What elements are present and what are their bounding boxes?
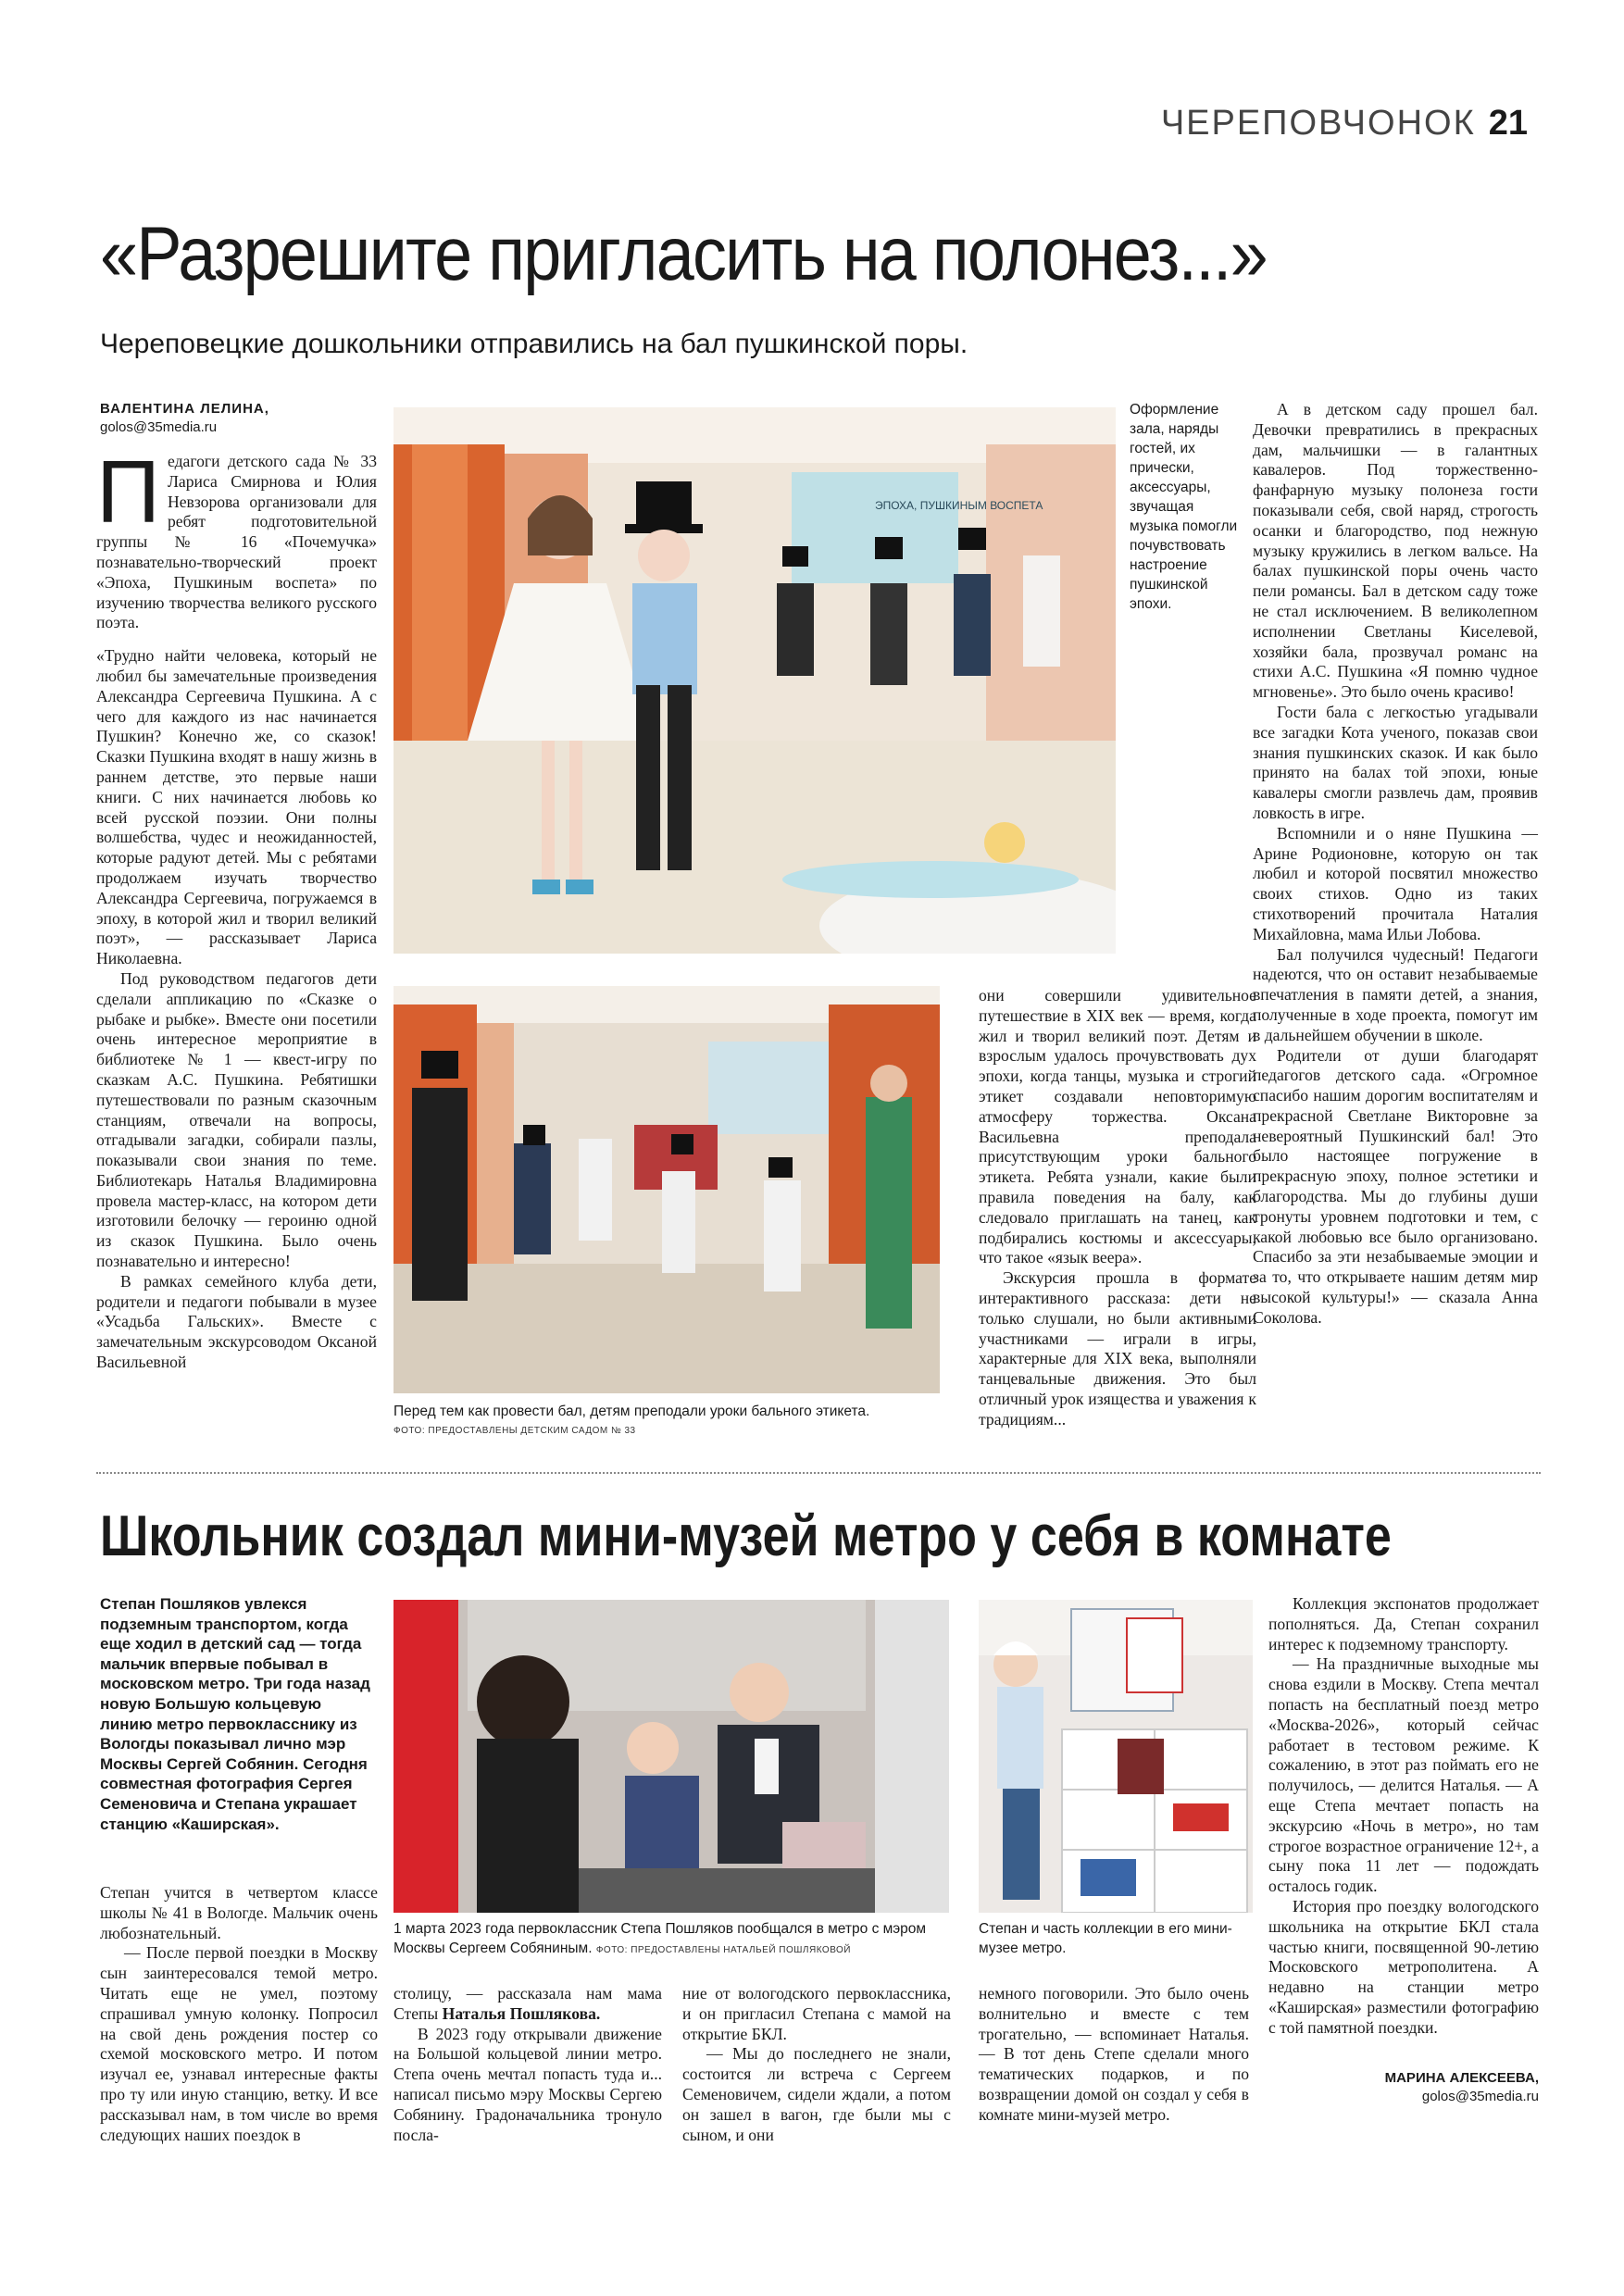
author-name: МАРИНА АЛЕКСЕЕВА, [1384, 2070, 1539, 2086]
side-caption: Оформление зала, наряды гостей, их прически, аксессуары, звучащая музыка помогли почувствовать настроение пушкинской эпохи. [1130, 402, 1238, 612]
paragraph: Коллекция экспонатов продолжает пополняться. Да, Степан сохранил интерес к подземному транспорту. [1268, 1594, 1539, 1653]
paragraph: — На праздничные выходные мы снова ездили в Москву. Степа мечтал попасть на бесплатный поезд метро «Москва-2026», который сейчас работает в тестовом режиме. К сожалению, в этот раз поймать его не получилось, — делится Наталья. — А еще Степа мечтает попасть на экскурсию «Ночь в метро», но там строгое возрастное ограничение 12+, а сыну пока 11 лет — подождать осталось годик. [1268, 1654, 1539, 1896]
paragraph: Экскурсия прошла в формате интерактивного рассказа: дети не только слушали, но были активными участниками — играли в игры, характерные для XIX века, выполняли танцевальные движения. Это был отличный урок изящества и уважения к традициям... [979, 1268, 1256, 1429]
article2-lead: Степан Пошляков увлекся подземным транспортом, когда еще ходил в детский сад — тогда мальчик впервые побывал в московском метро. Три года назад новую Большую кольцевую линию метро первокласснику из Вологды показывал лично мэр Москвы Сергей Собянин. Сегодня совместная фотография Сергея Семеновича и Степана украшает станцию «Каширская». [100, 1595, 370, 1833]
paragraph-start: столицу, — рассказала нам мама Степы [394, 1984, 662, 2023]
article1-title: «Разрешите пригласить на полонез...» [100, 212, 1267, 296]
first-paragraph: едагоги детского сада № 33 Лариса Смирнова и Юлия Невзорова организовали для ребят подготовительной группы № 16 «Почемучка» познавательно-творческий проект «Эпоха, Пушкиным воспета» по изучению творчества великого русского поэта. [96, 452, 377, 632]
museum-photo [979, 1600, 1253, 1913]
etiquette-illustration [394, 986, 940, 1393]
author-email[interactable]: golos@35media.ru [1421, 2089, 1539, 2104]
article2-column-1 [100, 1883, 378, 2145]
paragraph: Под руководством педагогов дети сделали аппликацию по «Сказке о рыбаке и рыбке». Вместе они посетили очень интересное мероприятие в библиотеке № 1 — квест-игру по сказкам А.С. Пушкина. Ребятишки путешествовали по разным сказочным станциям, отвечали на вопросы, отгадывали загадки, собирали пазлы, показывали свои знания по теме. Библиотекарь Наталья Владимировна провела мастер-класс, на котором дети изготовили белочку — героиню одной из сказок Пушкина. Было очень познавательно и интересно! [96, 968, 377, 1271]
paragraph: Вспомнили и о няне Пушкина — Арине Родионовне, которую он так любил и которой посвятил множество своих стихов. Одно из таких стихотворений прочитала Наталия Михайловна, мама Ильи Лобова. [1253, 823, 1538, 943]
metro-photo-caption [394, 1919, 949, 1960]
metro-illustration [394, 1600, 949, 1913]
paragraph: немного поговорили. Это было очень волнительно и вместе с тем трогательно, — вспоминает Наталья. — В тот день Степе сделали много тематических подарков, и по возвращении домой он создал у себя в комнате мини-музей метро. [979, 1984, 1249, 2124]
paragraph: Родители от души благодарят педагогов детского сада. «Огромное спасибо нашим дорогим воспитателям и прекрасной Светлане Викторовне за невероятный Пушкинский бал! Это было настоящее погружение в прекрасную эпоху, полное эстетики и благородства. Мы до глубины души тронуты уровнем подготовки и тем, с какой любовью все было организовано. Спасибо за эти незабываемые эмоции и за то, что открываете нашим детям мир высокой культуры!» — сказала Анна Соколова. [1253, 1045, 1538, 1327]
article1-column-3 [979, 986, 1256, 1430]
paragraph: Гости бала с легкостью угадывали все загадки Кота ученого, показав свои знания пушкинских сказок. И как было принято на балах той эпохи, юные кавалеры смогли развлечь дам, проявив ловкость в игре. [1253, 702, 1538, 822]
museum-illustration [979, 1600, 1253, 1913]
paragraph: В рамках семейного клуба дети, родители и педагоги побывали в музее «Усадьба Гальских». Вместе с замечательным экскурсоводом Оксаной Васильевной [96, 1271, 377, 1372]
poster-text: ЭПОХА, ПУШКИНЫМ ВОСПЕТА [875, 499, 1043, 512]
paragraph: Бал получился чудесный! Педагоги надеются, что он оставит незабываемые впечатления в памяти детей, а знания, полученные в ходе проекта, помогут им в дальнейшем обучении в школе. [1253, 944, 1538, 1044]
paragraph: — Мы до последнего не знали, состоится ли встреча с Сергеем Семеновичем, сидели ждали, а потом он зашел в вагон, где были мы с сыном, и они [682, 2044, 951, 2144]
photo-credit: ФОТО: ПРЕДОСТАВЛЕНЫ ДЕТСКИМ САДОМ № 33 [394, 1426, 636, 1436]
paragraph: В 2023 году открывали движение на Большой кольцевой линии метро. Степа очень мечтал попасть туда и... написал письмо мэру Москвы Сергею Собянину. Градоначальника тронуло посла- [394, 2024, 662, 2144]
paragraph: А в детском саду прошел бал. Девочки превратились в прекрасных дам, мальчишки — в галантных кавалеров. Под торжественно-фанфарную музыку полонеза гости показывали себя, свой наряд, строгость осанки и благородство, под нежную музыку кружились в легком вальсе. На балах пушкинской поры очень часто пели романсы. Бал в детском саду тоже не стал исключением. В великолепном исполнении Светланы Киселевой, хозяйки бала, прозвучал романс на стихи А.С. Пушкина «Я помню чудное мгновенье». Это было очень красиво! [1253, 400, 1538, 702]
etiquette-photo-caption: Перед тем как провести бал, детям преподали уроки бального этикета. [394, 1404, 870, 1419]
metro-photo-credit: ФОТО: ПРЕДОСТАВЛЕНЫ НАТАЛЬЕЙ ПОШЛЯКОВОЙ [595, 1945, 851, 1955]
paragraph: ние от вологодского первоклассника, и он пригласил Степана с мамой на открытие БКЛ. [682, 1984, 951, 2043]
drop-cap: П [96, 443, 160, 542]
metro-photo [394, 1600, 949, 1913]
paragraph: «Трудно найти человека, который не любил бы замечательные произведения Александра Сергеевича Пушкина. А с чего для каждого из нас начинается Пушкин? Конечно же, со сказок! Сказки Пушкина входят в нашу жизнь в раннем детстве, это первые наши книги. С них начинается любовь ко всей русской поэзии. Они полны волшебства, чудес и неожиданностей, которые радуют детей. Мы с ребятами продолжаем изучать творчество Александра Сергеевича, погружаемся в эпоху, в которой жил и творил великий поэт», — рассказывает Лариса Николаевна. [96, 646, 377, 968]
author-name: ВАЛЕНТИНА ЛЕЛИНА, [100, 401, 269, 417]
article1-byline [100, 400, 378, 437]
article2-title: Школьник создал мини-музей метро у себя в комнате [100, 1504, 1392, 1568]
article2-column-4 [979, 1984, 1249, 2126]
page-number: 21 [1488, 104, 1528, 143]
article1-subtitle: Череповецкие дошкольники отправились на бал пушкинской поры. [100, 329, 968, 359]
article-divider [96, 1472, 1541, 1474]
ball-illustration [394, 407, 1116, 954]
article2-column-3 [682, 1984, 951, 2145]
ball-photo [394, 407, 1116, 954]
article2-column-2 [394, 1984, 662, 2145]
page-header [1111, 104, 1528, 150]
article2-column-5 [1268, 1594, 1539, 2039]
paragraph: История про поездку вологодского школьника на открытие БКЛ стала частью книги, посвященной 90-летию Московского метрополитена. А недавно на станции метро «Каширская» разместили фотографию с той памятной поездки. [1268, 1896, 1539, 2037]
etiquette-photo [394, 986, 940, 1393]
section-name: ЧЕРЕПОВЧОНОК [1160, 104, 1476, 143]
article1-column-4 [1253, 400, 1538, 1329]
article1-column-1 [96, 443, 377, 1373]
metro-caption-text: 1 марта 2023 года первоклассник Степа Пошляков пообщался в метро с мэром Москвы Сергеем Собяниным. [394, 1921, 927, 1956]
paragraph: — После первой поездки в Москву сын заинтересовался темой метро. Читать еще не умел, поэтому спрашивал умную колонку. Попросил на свой день рождения постер со схемой московского метро. И потом изучал ее, узнавал интересные факты про ту или иную станцию, ветку. И все рассказывал нам, в том числе во время следующих наших поездок в [100, 1943, 378, 2144]
museum-photo-caption: Степан и часть коллекции в его мини-музее метро. [979, 1921, 1232, 1956]
author-email[interactable]: golos@35media.ru [100, 419, 218, 435]
paragraph: они совершили удивительное путешествие в XIX век — время, когда жил и творил великий поэт. Детям и взрослым удалось прочувствовать дух эпохи, когда танцы, музыка и строгий этикет создавали неповторимую атмосферу торжества. Оксана Васильевна преподала присутствующим уроки бального этикета. Ребята узнали, какие были правила поведения на балу, как следовало приглашать на танец, как подбирались костюмы и аксессуары, что такое «язык веера». [979, 986, 1256, 1267]
paragraph: Степан учится в четвертом классе школы № 41 в Вологде. Мальчик очень любознательный. [100, 1883, 378, 1942]
person-name: Наталья Пошлякова. [442, 2003, 601, 2023]
article2-byline [1261, 2069, 1539, 2106]
